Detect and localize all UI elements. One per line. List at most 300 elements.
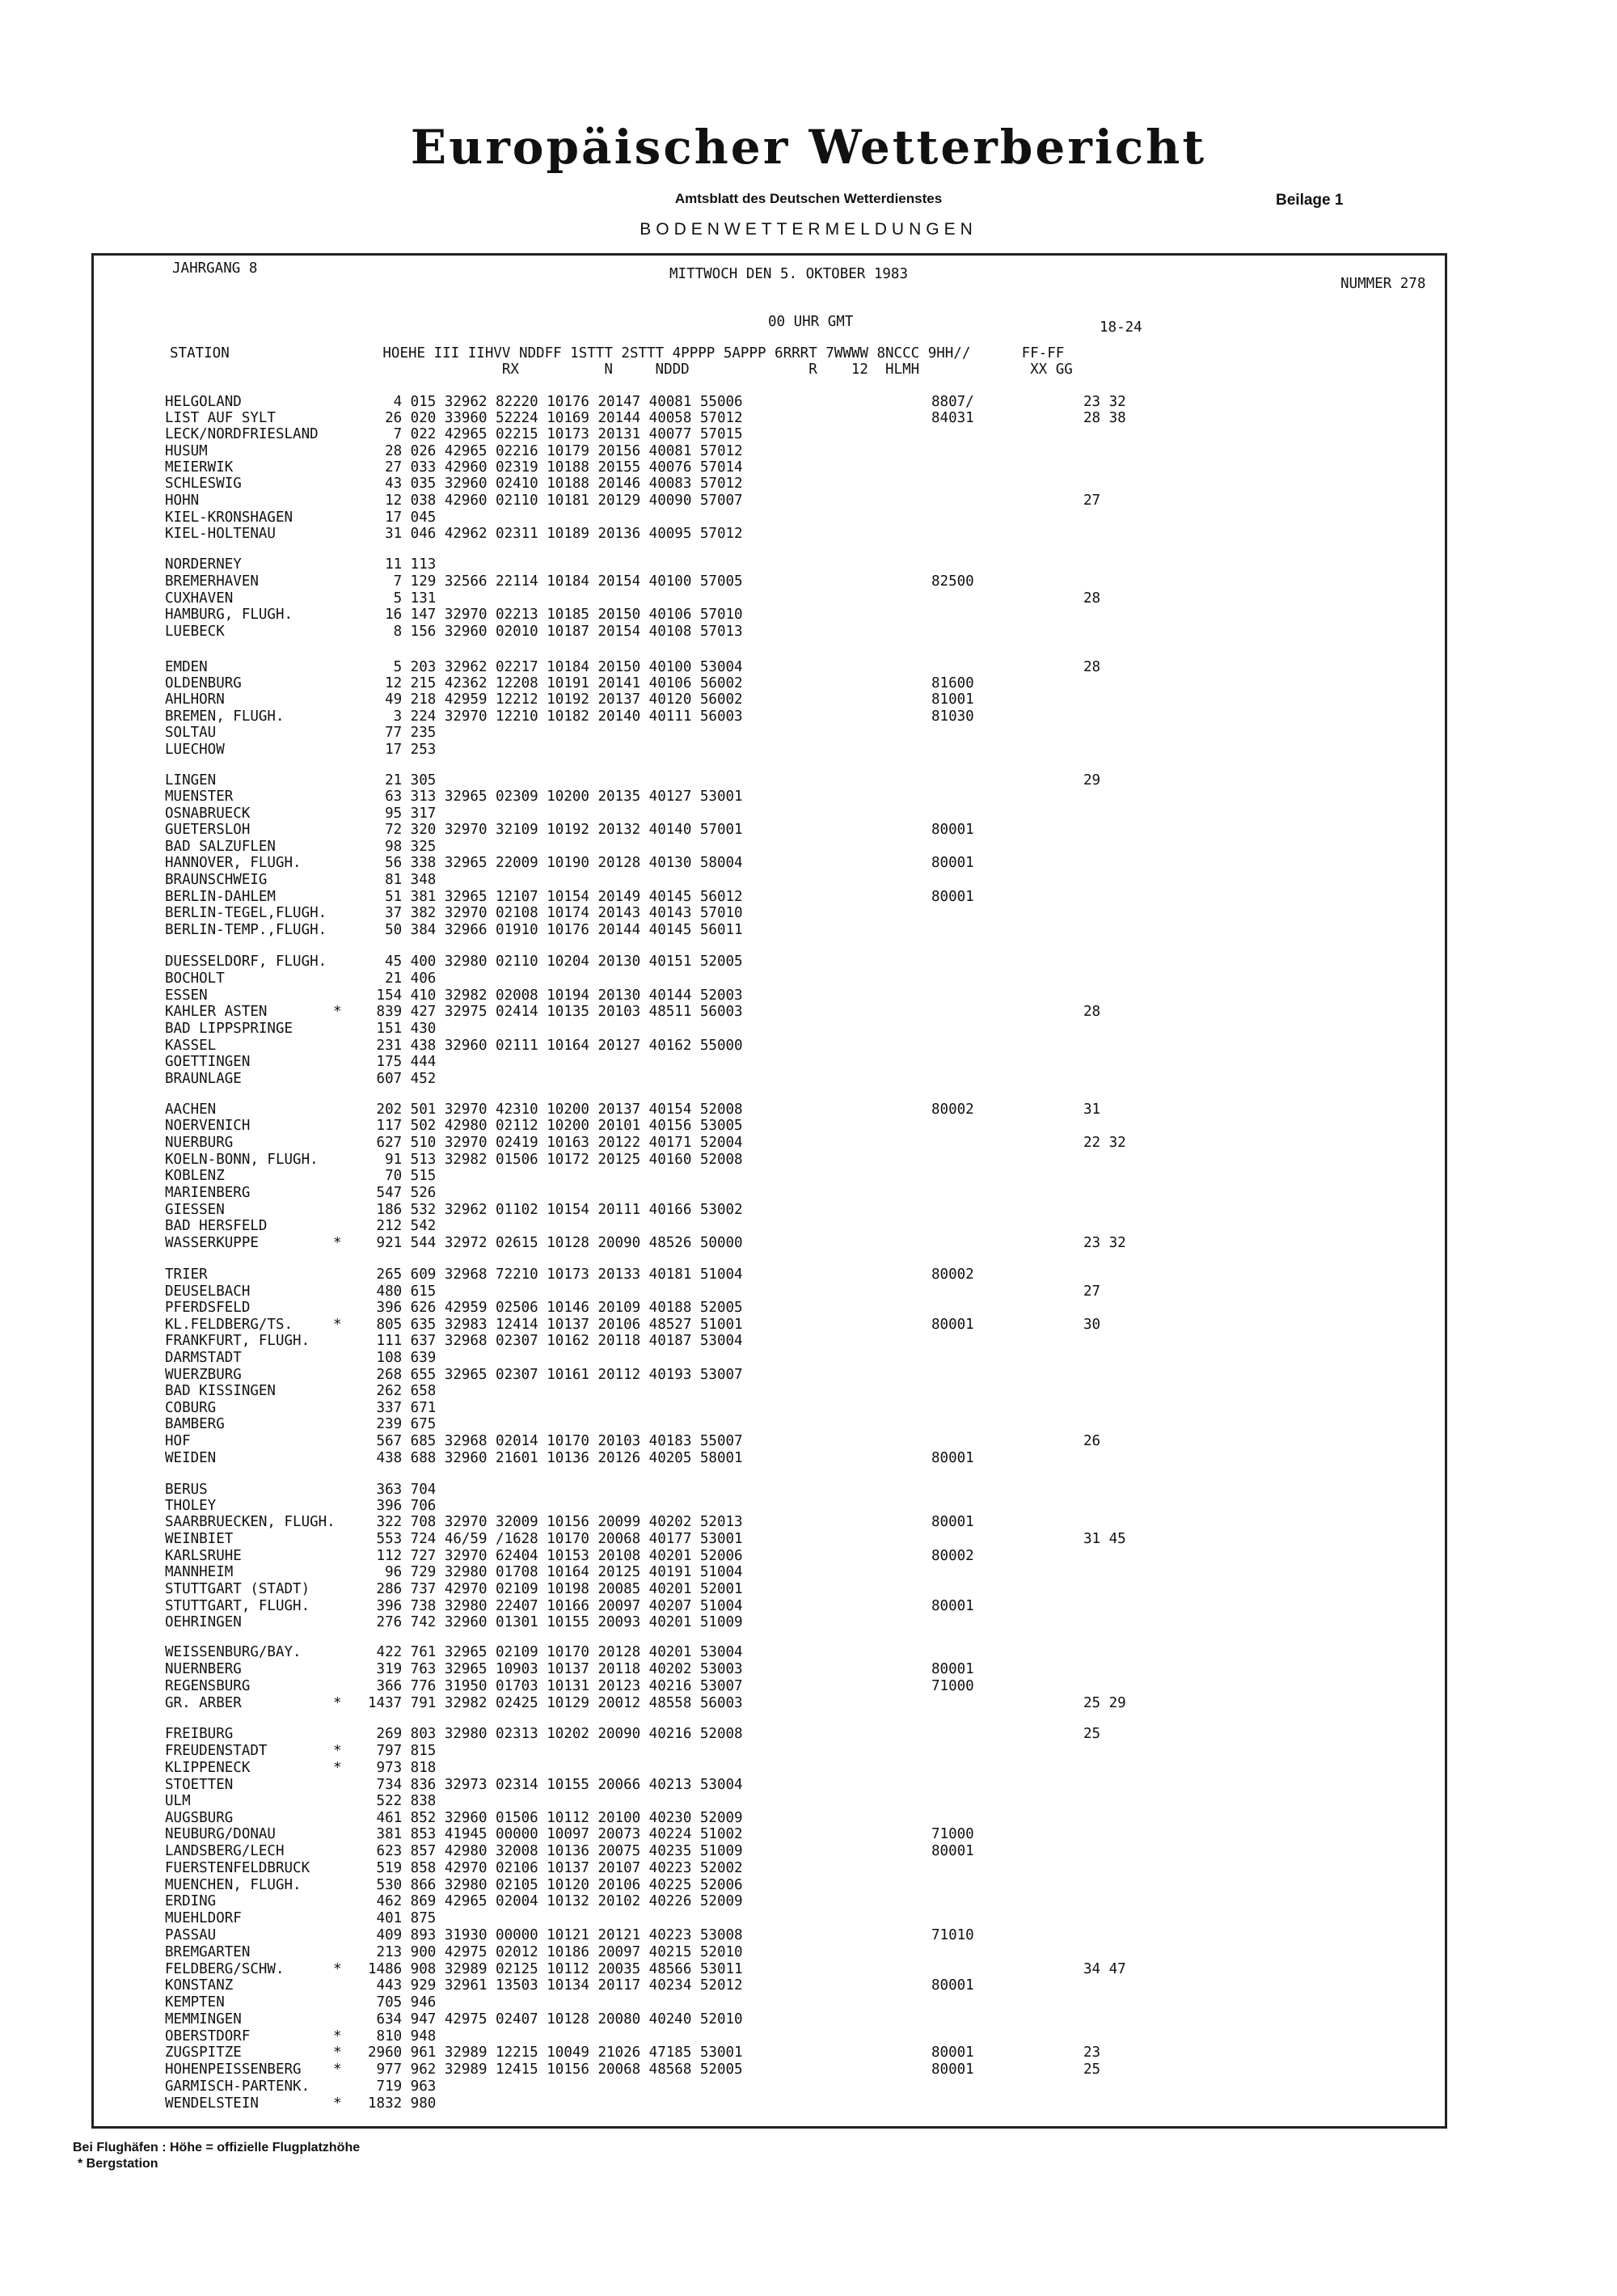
station-name: ZUGSPITZE xyxy=(165,2044,242,2061)
wind-gust-values: 29 xyxy=(1083,772,1101,789)
station-name: BERUS xyxy=(165,1482,208,1498)
period-label: 18-24 xyxy=(1100,319,1142,336)
wind-gust-values: 27 xyxy=(1083,493,1101,509)
table-row xyxy=(0,1185,1617,1201)
station-name: FRANKFURT, FLUGH. xyxy=(165,1333,310,1349)
station-name: MUENSTER xyxy=(165,789,234,805)
table-row xyxy=(0,1383,1617,1399)
station-name: KASSEL xyxy=(165,1038,217,1054)
station-values: 462 869 42965 02004 10132 20102 40226 52009 xyxy=(368,1893,743,1909)
table-row xyxy=(0,1266,1617,1283)
table-row xyxy=(0,855,1617,871)
station-values: 26 020 33960 52224 10169 20144 40058 57012 xyxy=(368,410,743,426)
station-values: 21 305 xyxy=(368,772,437,789)
station-name: GR. ARBER xyxy=(165,1695,242,1711)
station-values: 43 035 32960 02410 10188 20146 40083 57012 xyxy=(368,476,743,492)
station-name: KAHLER ASTEN xyxy=(165,1004,268,1020)
table-row xyxy=(0,1977,1617,1994)
group-8-values: 82500 xyxy=(931,573,974,590)
station-name: WENDELSTEIN xyxy=(165,2095,259,2112)
station-name: KARLSRUHE xyxy=(165,1548,242,1564)
table-row xyxy=(0,872,1617,888)
table-row xyxy=(0,1548,1617,1564)
wind-gust-values: 23 32 xyxy=(1083,394,1126,410)
group-8-values: 80002 xyxy=(931,1266,974,1283)
issue-number: NUMMER 278 xyxy=(1340,276,1426,292)
group-8-values: 80001 xyxy=(931,1514,974,1530)
supplement-label: Beilage 1 xyxy=(1276,192,1344,209)
station-name: HAMBURG, FLUGH. xyxy=(165,607,293,623)
table-row xyxy=(0,1927,1617,1943)
station-values: 7 129 32566 22114 10184 20154 40100 57005 xyxy=(368,573,743,590)
station-values: 239 675 xyxy=(368,1416,437,1432)
table-row xyxy=(0,2011,1617,2027)
station-values: 363 704 xyxy=(368,1482,437,1498)
table-row xyxy=(0,822,1617,838)
station-name: OSNABRUECK xyxy=(165,806,251,822)
group-8-values: 80001 xyxy=(931,855,974,871)
station-values: 112 727 32970 62404 10153 20108 40201 52006 xyxy=(368,1548,743,1564)
table-row xyxy=(0,590,1617,607)
station-name: HOF xyxy=(165,1433,191,1449)
station-values: 547 526 xyxy=(368,1185,437,1201)
table-row xyxy=(0,573,1617,590)
station-name: AACHEN xyxy=(165,1101,217,1118)
station-values: 27 033 42960 02319 10188 20155 40076 57014 xyxy=(368,459,743,476)
station-name: BAD HERSFELD xyxy=(165,1218,268,1234)
station-values: 37 382 32970 02108 10174 20143 40143 57010 xyxy=(368,905,743,921)
station-name: EMDEN xyxy=(165,659,208,675)
table-row xyxy=(0,1810,1617,1826)
station-name: BREMERHAVEN xyxy=(165,573,259,590)
station-values: 522 838 xyxy=(368,1793,437,1809)
station-name: HOHN xyxy=(165,493,200,509)
station-values: 81 348 xyxy=(368,872,437,888)
station-values: 438 688 32960 21601 10136 20126 40205 58001 xyxy=(368,1450,743,1466)
station-name: MARIENBERG xyxy=(165,1185,251,1201)
station-values: 175 444 xyxy=(368,1054,437,1070)
station-name: MUEHLDORF xyxy=(165,1910,242,1926)
station-values: 265 609 32968 72210 10173 20133 40181 51004 xyxy=(368,1266,743,1283)
footnote-airport: Bei Flughäfen : Höhe = offizielle Flugplatzhöhe xyxy=(73,2141,361,2154)
station-values: 530 866 32980 02105 10120 20106 40225 52006 xyxy=(368,1877,743,1893)
date-label: MITTWOCH DEN 5. OKTOBER 1983 xyxy=(669,266,909,282)
table-row xyxy=(0,1168,1617,1184)
table-row xyxy=(0,1531,1617,1547)
station-name: FREIBURG xyxy=(165,1726,234,1742)
table-row xyxy=(0,1004,1617,1020)
station-name: SCHLESWIG xyxy=(165,476,242,492)
table-row xyxy=(0,1826,1617,1842)
station-values: 607 452 xyxy=(368,1071,437,1087)
table-row xyxy=(0,459,1617,476)
table-row xyxy=(0,742,1617,758)
table-row xyxy=(0,607,1617,623)
table-row xyxy=(0,970,1617,987)
table-row xyxy=(0,839,1617,855)
station-name: COBURG xyxy=(165,1400,217,1416)
station-values: 719 963 xyxy=(368,2078,437,2095)
station-name: THOLEY xyxy=(165,1498,217,1514)
station-name: DUESSELDORF, FLUGH. xyxy=(165,953,327,970)
wind-gust-values: 34 47 xyxy=(1083,1961,1126,1977)
station-name: FELDBERG/SCHW. xyxy=(165,1961,285,1977)
mountain-station-marker: * xyxy=(333,1760,342,1776)
station-name: ESSEN xyxy=(165,987,208,1004)
wind-gust-values: 25 29 xyxy=(1083,1695,1126,1711)
station-values: 627 510 32970 02419 10163 20122 40171 52004 xyxy=(368,1135,743,1151)
station-name: ERDING xyxy=(165,1893,217,1909)
table-row xyxy=(0,426,1617,442)
station-values: 70 515 xyxy=(368,1168,437,1184)
table-row xyxy=(0,675,1617,691)
table-row xyxy=(0,1961,1617,1977)
station-name: KOBLENZ xyxy=(165,1168,225,1184)
wind-gust-values: 28 xyxy=(1083,659,1101,675)
table-row xyxy=(0,987,1617,1004)
station-name: HELGOLAND xyxy=(165,394,242,410)
group-8-values: 80002 xyxy=(931,1548,974,1564)
table-row xyxy=(0,1135,1617,1151)
table-row xyxy=(0,476,1617,492)
wind-gust-values: 23 32 xyxy=(1083,1235,1126,1251)
group-8-values: 71010 xyxy=(931,1927,974,1943)
table-row xyxy=(0,1071,1617,1087)
station-name: NORDERNEY xyxy=(165,556,242,573)
group-8-values: 80001 xyxy=(931,822,974,838)
table-row xyxy=(0,922,1617,938)
station-values: 839 427 32975 02414 10135 20103 48511 56003 xyxy=(368,1004,743,1020)
station-name: OEHRINGEN xyxy=(165,1614,242,1630)
table-row xyxy=(0,526,1617,542)
station-values: 805 635 32983 12414 10137 20106 48527 51001 xyxy=(368,1317,743,1333)
table-row xyxy=(0,1333,1617,1349)
table-row xyxy=(0,708,1617,725)
station-name: AUGSBURG xyxy=(165,1810,234,1826)
table-row xyxy=(0,1514,1617,1530)
group-8-values: 80001 xyxy=(931,1450,974,1466)
group-8-values: 80001 xyxy=(931,1661,974,1677)
wind-gust-values: 26 xyxy=(1083,1433,1101,1449)
table-row xyxy=(0,1416,1617,1432)
station-name: AHLHORN xyxy=(165,691,225,708)
table-row xyxy=(0,1726,1617,1742)
station-values: 2960 961 32989 12215 10049 21026 47185 53001 xyxy=(368,2044,743,2061)
station-values: 63 313 32965 02309 10200 20135 40127 53001 xyxy=(368,789,743,805)
table-row xyxy=(0,1317,1617,1333)
station-name: LINGEN xyxy=(165,772,217,789)
table-row xyxy=(0,1944,1617,1960)
table-row xyxy=(0,1038,1617,1054)
station-values: 443 929 32961 13503 10134 20117 40234 52012 xyxy=(368,1977,743,1994)
table-row xyxy=(0,1300,1617,1316)
station-values: 45 400 32980 02110 10204 20130 40151 52005 xyxy=(368,953,743,970)
wind-gust-values: 31 45 xyxy=(1083,1531,1126,1547)
station-name: NEUBURG/DONAU xyxy=(165,1826,276,1842)
table-row xyxy=(0,659,1617,675)
table-row xyxy=(0,789,1617,805)
table-row xyxy=(0,1661,1617,1677)
table-row xyxy=(0,1598,1617,1614)
mountain-station-marker: * xyxy=(333,1317,342,1333)
group-8-values: 80001 xyxy=(931,2061,974,2078)
table-row xyxy=(0,1101,1617,1118)
table-row xyxy=(0,1367,1617,1383)
table-row xyxy=(0,953,1617,970)
station-name: KONSTANZ xyxy=(165,1977,234,1994)
station-values: 4 015 32962 82220 10176 20147 40081 55006 xyxy=(368,394,743,410)
station-values: 50 384 32966 01910 10176 20144 40145 56011 xyxy=(368,922,743,938)
table-row xyxy=(0,556,1617,573)
station-values: 5 131 xyxy=(368,590,437,607)
station-values: 396 738 32980 22407 10166 20097 40207 51004 xyxy=(368,1598,743,1614)
station-name: MANNHEIM xyxy=(165,1564,234,1580)
table-row xyxy=(0,1877,1617,1893)
station-values: 12 038 42960 02110 10181 20129 40090 57007 xyxy=(368,493,743,509)
station-values: 734 836 32973 02314 10155 20066 40213 53004 xyxy=(368,1777,743,1793)
station-values: 810 948 xyxy=(368,2028,437,2044)
group-8-values: 80001 xyxy=(931,2044,974,2061)
station-values: 31 046 42962 02311 10189 20136 40095 57012 xyxy=(368,526,743,542)
station-values: 461 852 32960 01506 10112 20100 40230 52009 xyxy=(368,1810,743,1826)
station-name: BAD KISSINGEN xyxy=(165,1383,276,1399)
station-name: GIESSEN xyxy=(165,1202,225,1218)
station-values: 286 737 42970 02109 10198 20085 40201 52001 xyxy=(368,1581,743,1597)
table-row xyxy=(0,1152,1617,1168)
station-values: 91 513 32982 01506 10172 20125 40160 52008 xyxy=(368,1152,743,1168)
station-name: PFERDSFELD xyxy=(165,1300,251,1316)
table-row xyxy=(0,1644,1617,1660)
station-values: 262 658 xyxy=(368,1383,437,1399)
wind-gust-values: 30 xyxy=(1083,1317,1101,1333)
station-values: 567 685 32968 02014 10170 20103 40183 55007 xyxy=(368,1433,743,1449)
wind-gust-values: 23 xyxy=(1083,2044,1101,2061)
station-name: GOETTINGEN xyxy=(165,1054,251,1070)
group-8-values: 80001 xyxy=(931,1843,974,1859)
table-row xyxy=(0,394,1617,410)
table-row xyxy=(0,1843,1617,1859)
station-values: 108 639 xyxy=(368,1350,437,1366)
station-values: 49 218 42959 12212 10192 20137 40120 56002 xyxy=(368,691,743,708)
volume-label: JAHRGANG 8 xyxy=(172,260,258,277)
station-name: STOETTEN xyxy=(165,1777,234,1793)
table-row xyxy=(0,1350,1617,1366)
station-values: 409 893 31930 00000 10121 20121 40223 53008 xyxy=(368,1927,743,1943)
station-name: SOLTAU xyxy=(165,725,217,741)
mountain-station-marker: * xyxy=(333,2028,342,2044)
station-name: LUEBECK xyxy=(165,624,225,640)
table-row xyxy=(0,1498,1617,1514)
station-values: 319 763 32965 10903 10137 20118 40202 53003 xyxy=(368,1661,743,1677)
station-name: STUTTGART (STADT) xyxy=(165,1581,310,1597)
station-name: SAARBRUECKEN, FLUGH. xyxy=(165,1514,336,1530)
table-row xyxy=(0,1235,1617,1251)
table-row xyxy=(0,2028,1617,2044)
station-name: HOHENPEISSENBERG xyxy=(165,2061,302,2078)
station-values: 3 224 32970 12210 10182 20140 40111 56003 xyxy=(368,708,743,725)
table-row xyxy=(0,410,1617,426)
station-values: 1832 980 xyxy=(368,2095,437,2112)
observation-time: 00 UHR GMT xyxy=(768,314,854,330)
table-row xyxy=(0,772,1617,789)
wind-gust-values: 28 xyxy=(1083,1004,1101,1020)
station-values: 5 203 32962 02217 10184 20150 40100 53004 xyxy=(368,659,743,675)
station-values: 51 381 32965 12107 10154 20149 40145 56012 xyxy=(368,889,743,905)
mountain-station-marker: * xyxy=(333,1961,342,1977)
station-name: LANDSBERG/LECH xyxy=(165,1843,285,1859)
station-name: OLDENBURG xyxy=(165,675,242,691)
station-name: WUERZBURG xyxy=(165,1367,242,1383)
station-values: 98 325 xyxy=(368,839,437,855)
mountain-station-marker: * xyxy=(333,1004,342,1020)
table-row xyxy=(0,889,1617,905)
station-name: LIST AUF SYLT xyxy=(165,410,276,426)
wind-gust-values: 28 38 xyxy=(1083,410,1126,426)
mountain-station-marker: * xyxy=(333,1743,342,1759)
column-header-line-1: STATION HOEHE III IIHVV NDDFF 1STTT 2STTT 4PPPP 5APPP 6RRRT 7WWWW 8NCCC 9HH// FF-FF xyxy=(170,345,1065,362)
group-8-values: 84031 xyxy=(931,410,974,426)
station-name: HANNOVER, FLUGH. xyxy=(165,855,302,871)
table-row xyxy=(0,624,1617,640)
station-name: FREUDENSTADT xyxy=(165,1743,268,1759)
station-name: PASSAU xyxy=(165,1927,217,1943)
table-row xyxy=(0,1994,1617,2011)
station-values: 212 542 xyxy=(368,1218,437,1234)
station-values: 154 410 32982 02008 10194 20130 40144 52003 xyxy=(368,987,743,1004)
mountain-station-marker: * xyxy=(333,1695,342,1711)
page-subtitle: Amtsblatt des Deutschen Wetterdienstes xyxy=(674,191,943,206)
table-row xyxy=(0,1860,1617,1876)
group-8-values: 80001 xyxy=(931,1598,974,1614)
station-values: 276 742 32960 01301 10155 20093 40201 51009 xyxy=(368,1614,743,1630)
table-row xyxy=(0,806,1617,822)
table-row xyxy=(0,1400,1617,1416)
station-name: BREMGARTEN xyxy=(165,1944,251,1960)
station-values: 95 317 xyxy=(368,806,437,822)
table-row xyxy=(0,725,1617,741)
wind-gust-values: 27 xyxy=(1083,1283,1101,1300)
station-values: 268 655 32965 02307 10161 20112 40193 53007 xyxy=(368,1367,743,1383)
table-row xyxy=(0,493,1617,509)
column-header-line-2: RX N NDDD R 12 HLMH XX GG xyxy=(170,362,1073,378)
station-values: 553 724 46/59 /1628 10170 20068 40177 53001 xyxy=(368,1531,743,1547)
mountain-station-marker: * xyxy=(333,1235,342,1251)
station-name: BERLIN-TEGEL,FLUGH. xyxy=(165,905,327,921)
station-values: 401 875 xyxy=(368,1910,437,1926)
table-row xyxy=(0,1695,1617,1711)
table-row xyxy=(0,2078,1617,2095)
station-name: NOERVENICH xyxy=(165,1118,251,1134)
station-name: KIEL-HOLTENAU xyxy=(165,526,276,542)
station-values: 269 803 32980 02313 10202 20090 40216 52008 xyxy=(368,1726,743,1742)
wind-gust-values: 25 xyxy=(1083,1726,1101,1742)
station-name: KLIPPENECK xyxy=(165,1760,251,1776)
station-name: DEUSELBACH xyxy=(165,1283,251,1300)
footnote-mountain: * Bergstation xyxy=(78,2157,158,2171)
station-values: 17 045 xyxy=(368,510,437,526)
station-values: 8 156 32960 02010 10187 20154 40108 57013 xyxy=(368,624,743,640)
station-name: BAMBERG xyxy=(165,1416,225,1432)
station-values: 1486 908 32989 02125 10112 20035 48566 53011 xyxy=(368,1961,743,1977)
station-values: 519 858 42970 02106 10137 20107 40223 52002 xyxy=(368,1860,743,1876)
station-values: 231 438 32960 02111 10164 20127 40162 55000 xyxy=(368,1038,743,1054)
station-name: HUSUM xyxy=(165,443,208,459)
table-row xyxy=(0,1760,1617,1776)
station-values: 366 776 31950 01703 10131 20123 40216 53007 xyxy=(368,1678,743,1694)
table-row xyxy=(0,1433,1617,1449)
table-row xyxy=(0,510,1617,526)
station-values: 11 113 xyxy=(368,556,437,573)
station-values: 16 147 32970 02213 10185 20150 40106 57010 xyxy=(368,607,743,623)
station-values: 7 022 42965 02215 10173 20131 40077 57015 xyxy=(368,426,743,442)
station-values: 973 818 xyxy=(368,1760,437,1776)
group-8-values: 81600 xyxy=(931,675,974,691)
section-title: BODENWETTERMELDUNGEN xyxy=(640,220,977,239)
station-name: REGENSBURG xyxy=(165,1678,251,1694)
station-name: ULM xyxy=(165,1793,191,1809)
mountain-station-marker: * xyxy=(333,2044,342,2061)
station-values: 186 532 32962 01102 10154 20111 40166 53002 xyxy=(368,1202,743,1218)
station-name: WEISSENBURG/BAY. xyxy=(165,1644,302,1660)
table-row xyxy=(0,1581,1617,1597)
group-8-values: 81001 xyxy=(931,691,974,708)
station-values: 21 406 xyxy=(368,970,437,987)
station-values: 422 761 32965 02109 10170 20128 40201 53004 xyxy=(368,1644,743,1660)
group-8-values: 80001 xyxy=(931,1977,974,1994)
table-row xyxy=(0,905,1617,921)
table-row xyxy=(0,1777,1617,1793)
page-title: Europäischer Wetterbericht xyxy=(410,120,1207,175)
station-values: 396 626 42959 02506 10146 20109 40188 52005 xyxy=(368,1300,743,1316)
station-name: BERLIN-DAHLEM xyxy=(165,889,276,905)
table-row xyxy=(0,1678,1617,1694)
station-values: 634 947 42975 02407 10128 20080 40240 52010 xyxy=(368,2011,743,2027)
station-name: OBERSTDORF xyxy=(165,2028,251,2044)
station-values: 921 544 32972 02615 10128 20090 48526 50000 xyxy=(368,1235,743,1251)
station-name: KEMPTEN xyxy=(165,1994,225,2011)
station-name: WASSERKUPPE xyxy=(165,1235,259,1251)
table-row xyxy=(0,691,1617,708)
station-values: 337 671 xyxy=(368,1400,437,1416)
station-name: CUXHAVEN xyxy=(165,590,234,607)
group-8-values: 80002 xyxy=(931,1101,974,1118)
station-name: LUECHOW xyxy=(165,742,225,758)
station-values: 17 253 xyxy=(368,742,437,758)
station-values: 56 338 32965 22009 10190 20128 40130 58004 xyxy=(368,855,743,871)
table-row xyxy=(0,1202,1617,1218)
wind-gust-values: 22 32 xyxy=(1083,1135,1126,1151)
station-name: NUERNBERG xyxy=(165,1661,242,1677)
station-name: BRAUNSCHWEIG xyxy=(165,872,268,888)
station-values: 111 637 32968 02307 10162 20118 40187 53004 xyxy=(368,1333,743,1349)
station-name: BREMEN, FLUGH. xyxy=(165,708,285,725)
station-name: MEIERWIK xyxy=(165,459,234,476)
station-name: BERLIN-TEMP.,FLUGH. xyxy=(165,922,327,938)
mountain-station-marker: * xyxy=(333,2061,342,2078)
station-values: 1437 791 32982 02425 10129 20012 48558 56003 xyxy=(368,1695,743,1711)
table-row xyxy=(0,1893,1617,1909)
station-name: STUTTGART, FLUGH. xyxy=(165,1598,310,1614)
station-name: FUERSTENFELDBRUCK xyxy=(165,1860,310,1876)
station-values: 322 708 32970 32009 10156 20099 40202 52013 xyxy=(368,1514,743,1530)
station-name: KIEL-KRONSHAGEN xyxy=(165,510,293,526)
mountain-station-marker: * xyxy=(333,2095,342,2112)
station-values: 797 815 xyxy=(368,1743,437,1759)
table-row xyxy=(0,1910,1617,1926)
station-name: MEMMINGEN xyxy=(165,2011,242,2027)
station-values: 96 729 32980 01708 10164 20125 40191 51004 xyxy=(368,1564,743,1580)
table-row xyxy=(0,1283,1617,1300)
